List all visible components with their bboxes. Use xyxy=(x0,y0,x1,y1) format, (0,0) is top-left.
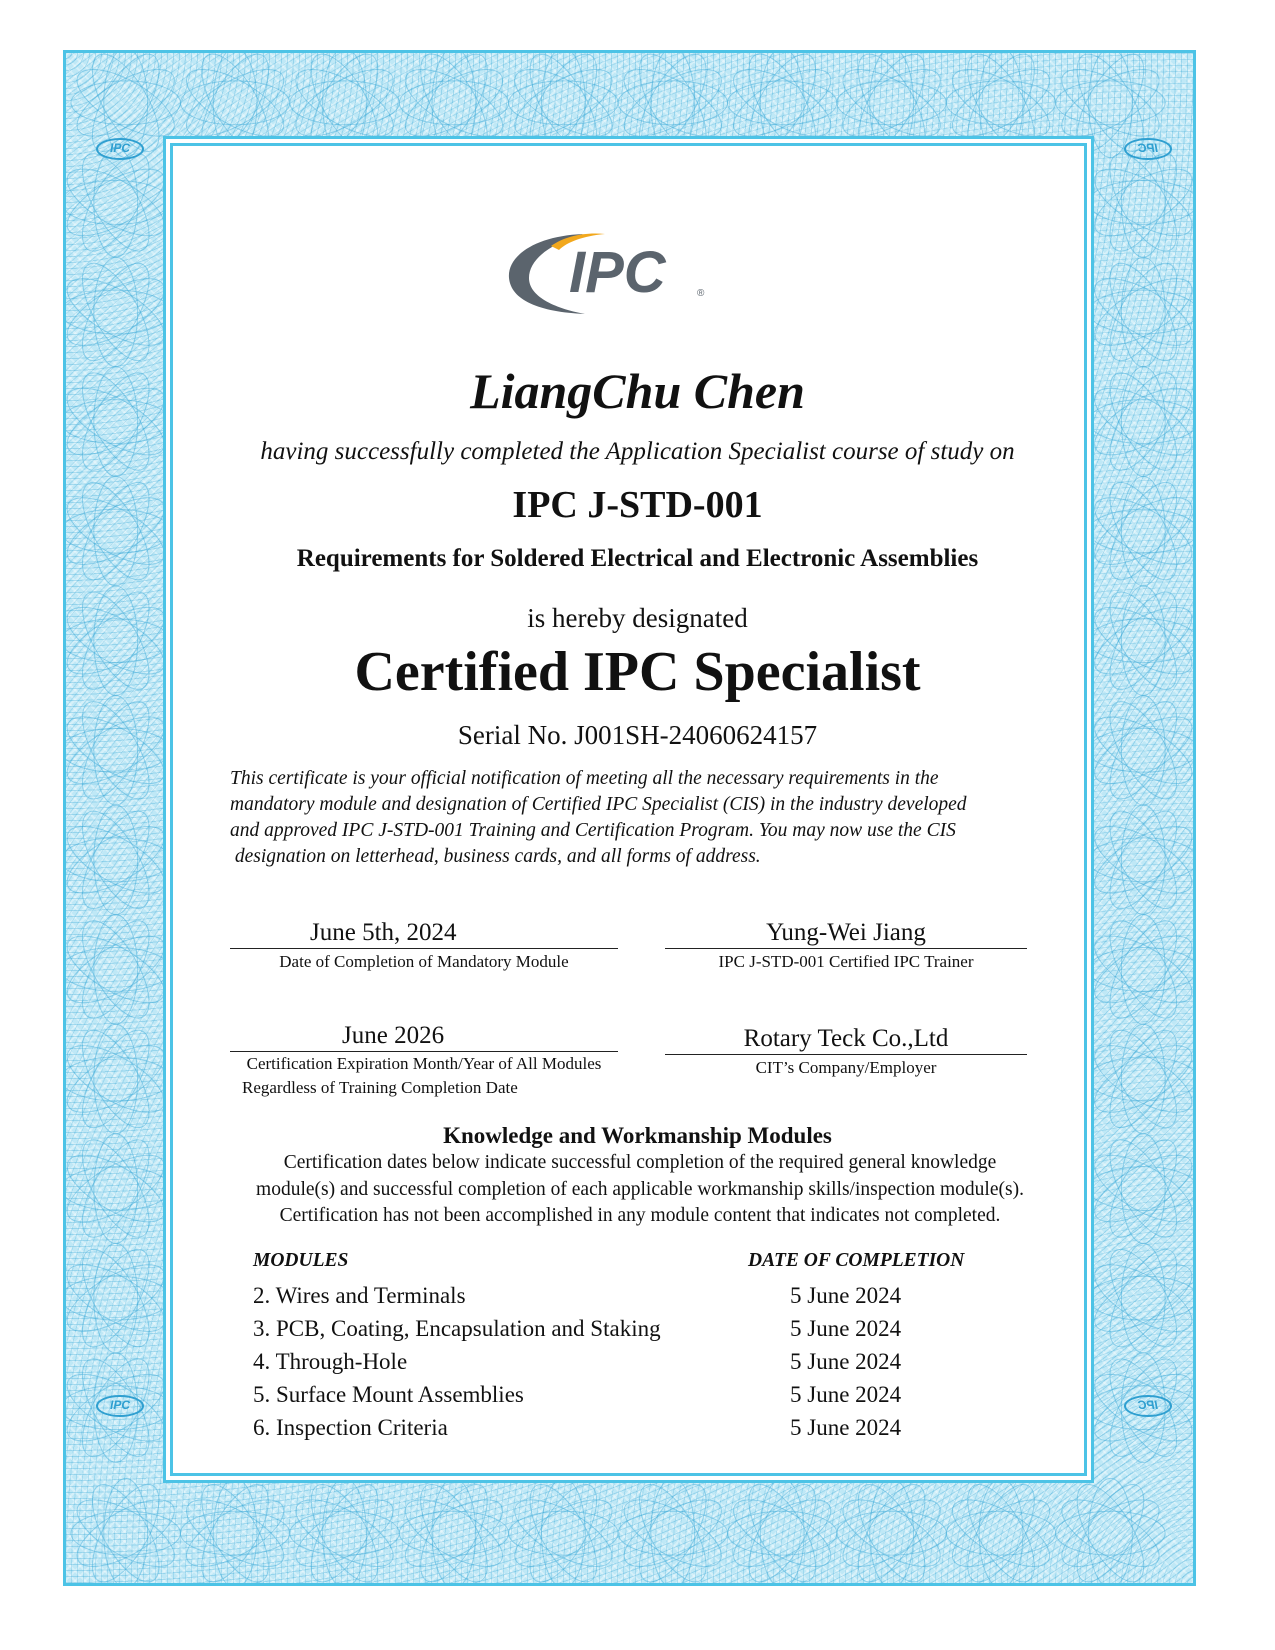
guilloche-loop xyxy=(1089,1478,1133,1583)
expiration-caption-line1: Certification Expiration Month/Year of All Modules xyxy=(246,1054,602,1073)
notice-line: This certificate is your official notification of meeting all the necessary requirements in the xyxy=(230,768,939,789)
module-date: 5 June 2024 xyxy=(790,1382,902,1407)
guilloche-loop xyxy=(66,290,170,334)
guilloche-loop xyxy=(180,1511,289,1555)
guilloche-loop xyxy=(180,81,289,125)
completion-statement: having successfully completed the Application Specialist course of study on xyxy=(260,438,1015,465)
guilloche-loop xyxy=(618,1511,727,1555)
guilloche-loop xyxy=(1089,53,1133,158)
modules-column-header: MODULES xyxy=(253,1250,349,1271)
knowledge-heading: Knowledge and Workmanship Modules xyxy=(443,1123,832,1148)
guilloche-loop xyxy=(213,53,257,158)
company-block xyxy=(665,1024,1027,1080)
ipc-logo-text: IPC xyxy=(569,240,666,305)
watermark-ipc-bottom-right: IPC xyxy=(1124,1395,1172,1417)
guilloche-loop xyxy=(509,81,618,125)
module-date: 5 June 2024 xyxy=(790,1415,902,1440)
module-date: 5 June 2024 xyxy=(790,1316,902,1341)
expiration-block xyxy=(230,1021,618,1100)
guilloche-loop xyxy=(870,1478,914,1583)
guilloche-loop xyxy=(94,1243,138,1353)
guilloche-loop xyxy=(651,53,695,158)
trainer-name: Yung-Wei Jiang xyxy=(665,918,1027,949)
expiration-caption-line2: Regardless of Training Completion Date xyxy=(242,1078,518,1097)
guilloche-loop xyxy=(94,915,138,1025)
guilloche-loop xyxy=(727,1511,836,1555)
guilloche-loop xyxy=(1089,1276,1193,1320)
guilloche-loop xyxy=(541,53,585,158)
module-name: 2. Wires and Terminals xyxy=(253,1283,466,1308)
notice-line: mandatory module and designation of Certified IPC Specialist (CIS) in the industry developed xyxy=(230,794,967,815)
company-caption: CIT’s Company/Employer xyxy=(755,1058,937,1077)
guilloche-loop xyxy=(837,81,946,125)
ipc-logo xyxy=(505,228,725,318)
module-date: 5 June 2024 xyxy=(790,1283,902,1308)
guilloche-loop xyxy=(1121,805,1165,915)
guilloche-loop xyxy=(66,838,170,882)
completion-date-caption: Date of Completion of Mandatory Module xyxy=(279,952,569,971)
standard-code: IPC J-STD-001 xyxy=(512,484,763,526)
guilloche-loop xyxy=(323,53,367,158)
completion-date-value: June 5th, 2024 xyxy=(230,918,618,949)
guilloche-loop xyxy=(94,805,138,915)
guilloche-loop xyxy=(1089,1057,1193,1101)
guilloche-loop xyxy=(760,53,804,158)
knowledge-line: Certification dates below indicate successful completion of the required general knowledge xyxy=(283,1152,997,1173)
guilloche-loop xyxy=(66,1167,170,1211)
designated-statement: is hereby designated xyxy=(527,603,748,633)
guilloche-loop xyxy=(1056,81,1165,125)
serial-label: Serial No. xyxy=(457,720,568,750)
watermark-ipc-bottom-left: IPC xyxy=(96,1395,144,1417)
guilloche-loop xyxy=(727,81,836,125)
guilloche-loop xyxy=(946,1511,1055,1555)
guilloche-loop xyxy=(1121,1134,1165,1244)
guilloche-loop xyxy=(1089,838,1193,882)
guilloche-loop xyxy=(651,1478,695,1583)
watermark-ipc-top-left: IPC xyxy=(96,138,144,160)
guilloche-loop xyxy=(432,53,476,158)
guilloche-loop xyxy=(71,81,180,125)
serial-value: J001SH-24060624157 xyxy=(574,720,818,750)
guilloche-loop xyxy=(509,1511,618,1555)
trainer-caption: IPC J-STD-001 Certified IPC Trainer xyxy=(718,952,974,971)
module-date: 5 June 2024 xyxy=(790,1349,902,1374)
expiration-value: June 2026 xyxy=(230,1021,618,1052)
certificate-notice xyxy=(230,766,1060,870)
guilloche-loop xyxy=(213,1478,257,1583)
guilloche-loop xyxy=(66,1057,170,1101)
guilloche-loop xyxy=(979,53,1023,158)
module-name: 3. PCB, Coating, Encapsulation and Staking xyxy=(253,1316,661,1341)
guilloche-loop xyxy=(66,947,170,991)
guilloche-loop xyxy=(837,1511,946,1555)
guilloche-loop xyxy=(1121,915,1165,1025)
date-column-header: DATE OF COMPLETION xyxy=(748,1250,965,1271)
completion-date-block xyxy=(230,918,618,974)
module-name: 5. Surface Mount Assemblies xyxy=(253,1382,524,1407)
guilloche-loop xyxy=(104,1478,148,1583)
guilloche-loop xyxy=(870,53,914,158)
guilloche-loop xyxy=(946,81,1055,125)
module-name: 6. Inspection Criteria xyxy=(253,1415,448,1440)
guilloche-loop xyxy=(979,1478,1023,1583)
guilloche-loop xyxy=(541,1478,585,1583)
guilloche-loop xyxy=(618,81,727,125)
guilloche-loop xyxy=(399,81,508,125)
serial-number xyxy=(0,720,1275,751)
guilloche-loop xyxy=(1089,1167,1193,1211)
guilloche-loop xyxy=(760,1478,804,1583)
guilloche-loop xyxy=(1089,290,1193,334)
guilloche-loop xyxy=(290,81,399,125)
guilloche-loop xyxy=(1121,148,1165,258)
guilloche-loop xyxy=(1121,1243,1165,1353)
guilloche-loop xyxy=(1089,181,1193,225)
standard-title: Requirements for Soldered Electrical and Electronic Assemblies xyxy=(296,545,979,572)
notice-line: and approved IPC J-STD-001 Training and Certification Program. You may now use the CIS xyxy=(230,820,956,841)
company-name: Rotary Teck Co.,Ltd xyxy=(665,1024,1027,1055)
guilloche-loop xyxy=(66,181,170,225)
guilloche-loop xyxy=(94,148,138,258)
ipc-registered-mark: ® xyxy=(697,288,705,299)
knowledge-description xyxy=(200,1150,1080,1230)
designation-title: Certified IPC Specialist xyxy=(354,641,921,703)
guilloche-loop xyxy=(1121,257,1165,367)
guilloche-loop xyxy=(1121,1024,1165,1134)
trainer-block xyxy=(665,918,1027,974)
knowledge-line: Certification has not been accomplished in any module content that indicates not completed. xyxy=(279,1205,1001,1226)
guilloche-loop xyxy=(1089,947,1193,991)
guilloche-loop xyxy=(399,1511,508,1555)
recipient-name: LiangChu Chen xyxy=(470,363,805,419)
watermark-ipc-top-right: IPC xyxy=(1124,138,1172,160)
knowledge-line: module(s) and successful completion of each applicable workmanship skills/inspection module(s). xyxy=(256,1178,1024,1200)
guilloche-loop xyxy=(432,1478,476,1583)
guilloche-loop xyxy=(290,1511,399,1555)
guilloche-loop xyxy=(323,1478,367,1583)
module-name: 4. Through-Hole xyxy=(253,1349,408,1374)
guilloche-loop xyxy=(1056,1511,1165,1555)
guilloche-loop xyxy=(66,1276,170,1320)
guilloche-loop xyxy=(94,257,138,367)
guilloche-loop xyxy=(94,1024,138,1134)
guilloche-loop xyxy=(94,1134,138,1244)
guilloche-loop xyxy=(71,1511,180,1555)
notice-line: designation on letterhead, business cards, and all forms of address. xyxy=(230,846,761,867)
